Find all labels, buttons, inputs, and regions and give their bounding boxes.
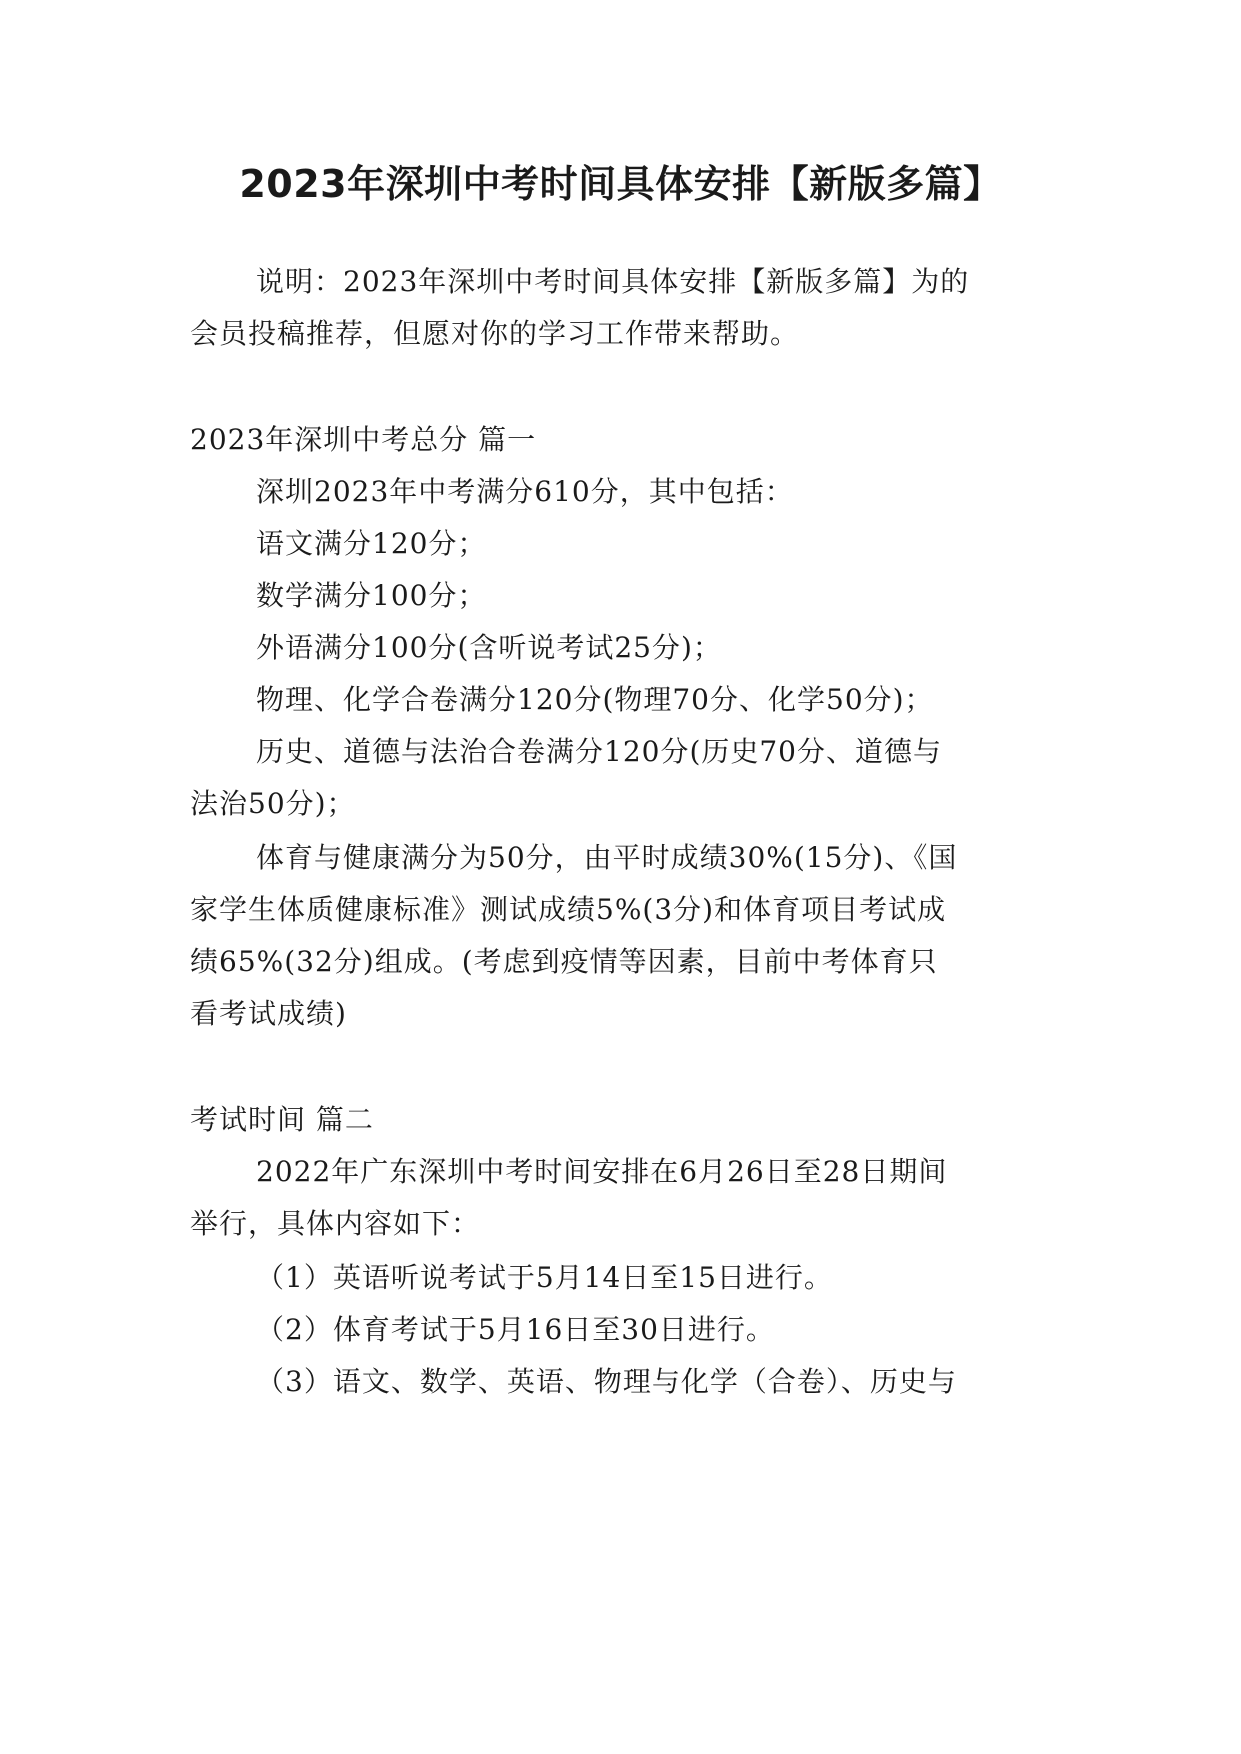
- section-1-heading: 2023年深圳中考总分 篇一: [190, 423, 537, 456]
- section-2-intro-line-1: 2022年广东深圳中考时间安排在6月26日至28日期间: [256, 1155, 948, 1188]
- section-1-pe-line-4: 看考试成绩): [190, 997, 347, 1030]
- section-2-item-1: （1）英语听说考试于5月14日至15日进行。: [256, 1261, 833, 1294]
- section-1-physics-chemistry: 物理、化学合卷满分120分(物理70分、化学50分)；: [256, 683, 934, 716]
- intro-line-1: 说明：2023年深圳中考时间具体安排【新版多篇】为的: [256, 265, 970, 298]
- section-1-pe-line-3: 绩65%(32分)组成。(考虑到疫情等因素，目前中考体育只: [190, 945, 938, 978]
- section-1-pe-line-2: 家学生体质健康标准》测试成绩5%(3分)和体育项目考试成: [190, 893, 947, 926]
- document-title: 2023年深圳中考时间具体安排【新版多篇】: [239, 162, 1002, 206]
- section-1-history-morality-line-2: 法治50分)；: [190, 787, 356, 820]
- intro-line-2: 会员投稿推荐，但愿对你的学习工作带来帮助。: [190, 317, 800, 350]
- section-1-chinese: 语文满分120分；: [256, 527, 487, 560]
- section-2-intro-line-2: 举行，具体内容如下：: [190, 1207, 481, 1240]
- section-1-history-morality-line-1: 历史、道德与法治合卷满分120分(历史70分、道德与: [256, 735, 942, 768]
- section-2-item-3: （3）语文、数学、英语、物理与化学（合卷）、历史与: [256, 1365, 957, 1398]
- section-2-item-2: （2）体育考试于5月16日至30日进行。: [256, 1313, 775, 1346]
- section-1-math: 数学满分100分；: [256, 579, 487, 612]
- section-1-total: 深圳2023年中考满分610分，其中包括：: [256, 475, 794, 508]
- section-2-heading: 考试时间 篇二: [190, 1103, 374, 1136]
- section-1-pe-line-1: 体育与健康满分为50分，由平时成绩30%(15分)、《国: [256, 841, 958, 874]
- section-1-foreign-language: 外语满分100分(含听说考试25分)；: [256, 631, 722, 664]
